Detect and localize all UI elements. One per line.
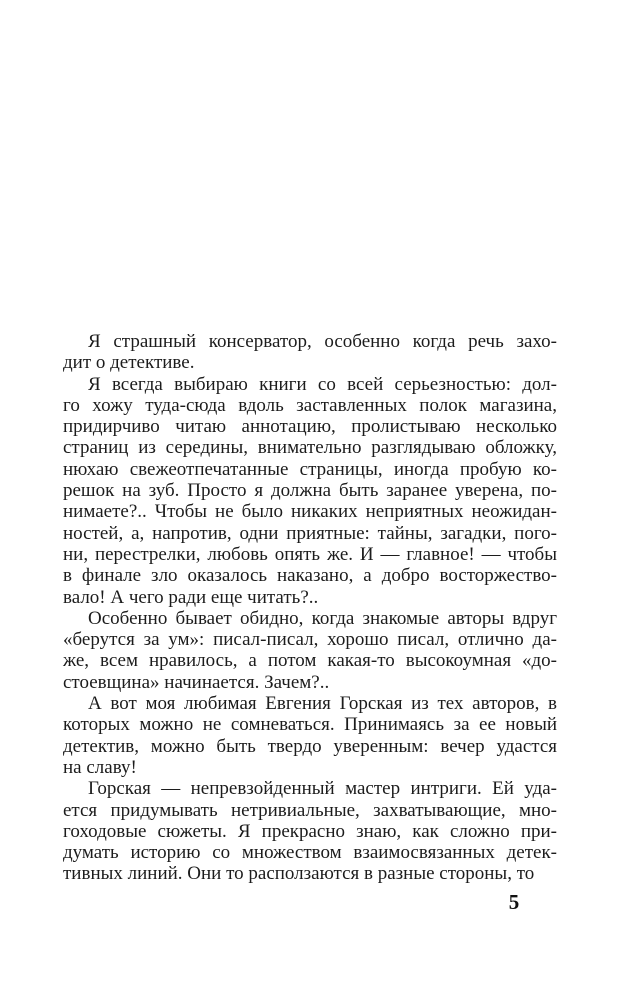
text-line: думать историю со множеством взаимосвязанных детек- (63, 842, 557, 864)
text-line: Я всегда выбираю книги со всей серьезностью: дол- (88, 373, 557, 395)
text-line: ется придумывать нетривиальные, захватывающие, мно- (63, 799, 557, 821)
text-line: которых можно не сомневаться. Принимаясь за ее новый (63, 714, 557, 736)
text-line: в финале зло оказалось наказано, а добро восторжество- (63, 565, 557, 587)
text-line: дит о детективе. (63, 352, 195, 374)
text-line: на славу! (63, 756, 137, 778)
text-line: решок на зуб. Просто я должна быть заранее уверена, по- (63, 480, 557, 502)
text-line: А вот моя любимая Евгения Горская из тех авторов, в (88, 693, 557, 715)
text-line: Горская — непревзойденный мастер интриги. Ей уда- (88, 778, 557, 800)
text-line: «берутся за ум»: писал-писал, хорошо писал, отлично да- (63, 629, 557, 651)
page-text (63, 331, 557, 885)
page-number: 5 (508, 890, 520, 914)
text-line: тивных линий. Они то расползаются в разные стороны, то (63, 863, 535, 885)
text-line: же, всем нравилось, а потом какая-то высокоумная «до- (63, 650, 557, 672)
text-line: ни, перестрелки, любовь опять же. И — главное! — чтобы (63, 543, 557, 565)
text-line: ностей, а, напротив, одни приятные: тайны, загадки, пого- (63, 522, 557, 544)
text-line: детектив, можно быть твердо уверенным: вечер удастся (63, 735, 557, 757)
text-line: го хожу туда-сюда вдоль заставленных полок магазина, (63, 394, 557, 416)
text-line: нимаете?.. Чтобы не было никаких неприятных неожидан- (63, 501, 557, 523)
text-line: придирчиво читаю аннотацию, пролистываю несколько (63, 416, 557, 438)
text-line: гоходовые сюжеты. Я прекрасно знаю, как сложно при- (63, 820, 557, 842)
text-line: Особенно бывает обидно, когда знакомые авторы вдруг (88, 607, 557, 629)
text-line: нюхаю свежеотпечатанные страницы, иногда пробую ко- (63, 458, 557, 480)
text-line: Я страшный консерватор, особенно когда речь захо- (88, 331, 557, 352)
text-line: вало! А чего ради еще читать?.. (63, 586, 319, 608)
text-line: страниц из середины, внимательно разглядываю обложку, (63, 437, 557, 459)
text-line: стоевщина» начинается. Зачем?.. (63, 671, 330, 693)
